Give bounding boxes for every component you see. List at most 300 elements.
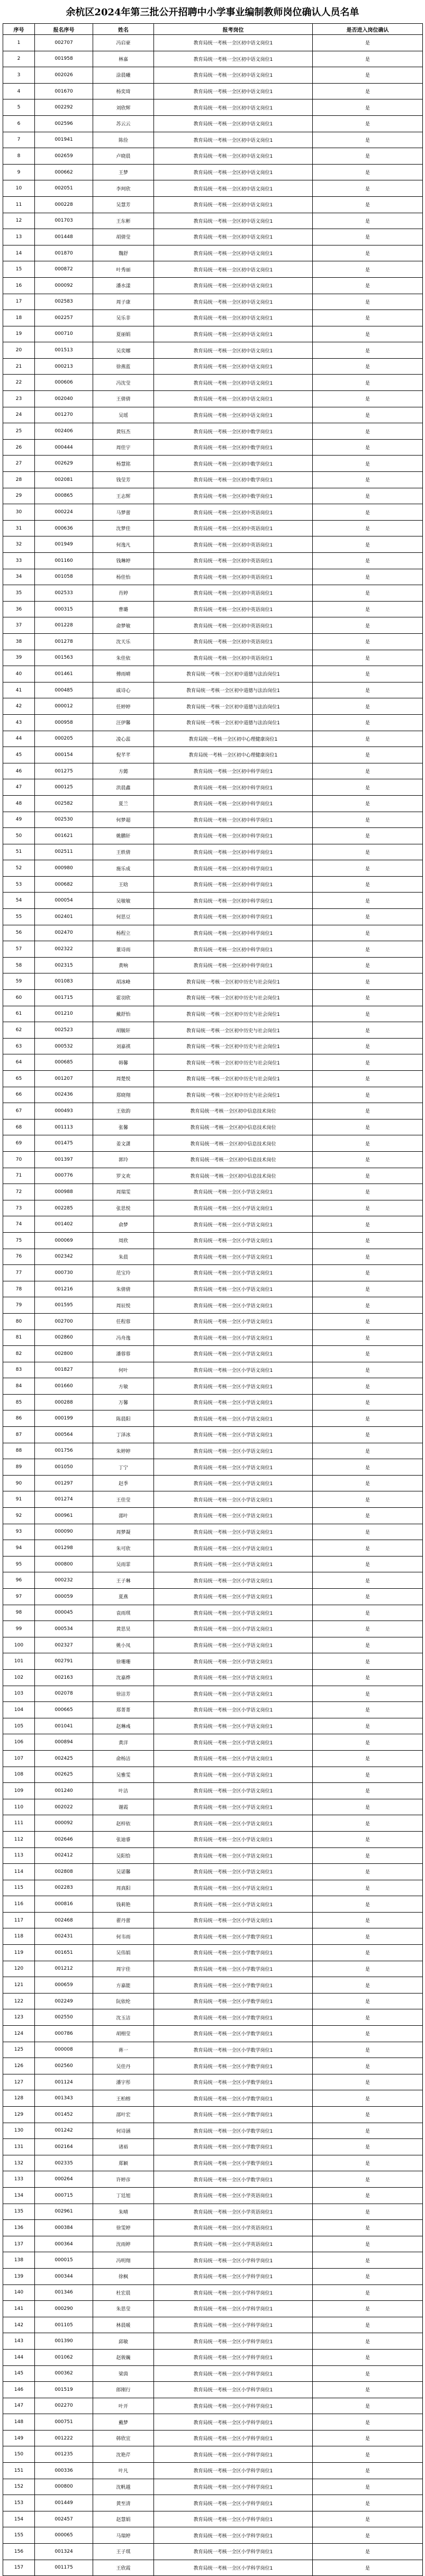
table-row [3, 2382, 423, 2398]
cell-name: 施乐成 [93, 860, 154, 877]
cell-registration-no: 002401 [35, 909, 93, 925]
table-row [3, 1135, 423, 1152]
cell-name: 王志辉 [93, 488, 154, 504]
cell-position: 教育局统一考核一全区小学科学岗位1 [154, 2430, 313, 2446]
cell-position: 教育局统一考核一全区小学语文岗位1 [154, 1232, 313, 1249]
cell-confirmation: 是 [313, 1151, 423, 1168]
table-row [3, 1232, 423, 1249]
cell-position: 教育局统一考核一全区初中历史与社会岗位1 [154, 1038, 313, 1054]
cell-registration-no: 000493 [35, 1103, 93, 1119]
cell-confirmation: 是 [313, 326, 423, 342]
cell-registration-no: 001058 [35, 569, 93, 585]
cell-index: 13 [3, 229, 35, 245]
cell-confirmation: 是 [313, 213, 423, 229]
cell-index: 35 [3, 585, 35, 602]
table-row [3, 1767, 423, 1783]
table-row [3, 1491, 423, 1508]
cell-index: 154 [3, 2511, 35, 2527]
cell-registration-no: 002791 [35, 1653, 93, 1670]
cell-registration-no: 001949 [35, 536, 93, 553]
cell-registration-no: 000336 [35, 2463, 93, 2479]
cell-name: 王柏榕 [93, 2090, 154, 2107]
cell-position: 教育局统一考核一全区初中历史与社会岗位1 [154, 1087, 313, 1103]
table-row [3, 2349, 423, 2365]
cell-name: 许婷彦 [93, 2171, 154, 2188]
cell-confirmation: 是 [313, 1750, 423, 1767]
cell-position: 教育局统一考核一全区小学语文岗位1 [154, 1767, 313, 1783]
cell-registration-no: 002533 [35, 585, 93, 602]
cell-registration-no: 000485 [35, 682, 93, 698]
cell-index: 128 [3, 2090, 35, 2107]
cell-position: 教育局统一考核一全区小学语文岗位1 [154, 1475, 313, 1491]
cell-confirmation: 是 [313, 261, 423, 278]
cell-position: 教育局统一考核一全区初中心理健康岗位1 [154, 747, 313, 763]
cell-position: 教育局统一考核一全区小学语文岗位1 [154, 1427, 313, 1443]
cell-position: 教育局统一考核一全区小学语文岗位1 [154, 1459, 313, 1476]
cell-position: 教育局统一考核一全区初中英语岗位1 [154, 536, 313, 553]
cell-confirmation: 是 [313, 666, 423, 682]
cell-name: 蒋一 [93, 2042, 154, 2058]
cell-name: 钱莉艳 [93, 1896, 154, 1913]
cell-name: 吴伟娟 [93, 1945, 154, 1961]
cell-confirmation: 是 [313, 1378, 423, 1395]
table-row [3, 1928, 423, 1945]
cell-index: 34 [3, 569, 35, 585]
cell-name: 胡栩莹 [93, 2026, 154, 2042]
cell-confirmation: 是 [313, 1896, 423, 1913]
cell-index: 145 [3, 2365, 35, 2382]
cell-name: 任程蓉 [93, 1313, 154, 1330]
cell-position: 教育局统一考核一全区小学数学岗位1 [154, 1977, 313, 1994]
cell-registration-no: 000662 [35, 164, 93, 180]
cell-registration-no: 002596 [35, 115, 93, 132]
table-row [3, 553, 423, 569]
cell-index: 1 [3, 35, 35, 51]
cell-name: 张迪睿 [93, 1831, 154, 1847]
cell-confirmation: 是 [313, 2268, 423, 2284]
table-row [3, 909, 423, 925]
cell-name: 梁茵 [93, 2365, 154, 2382]
header-registration-no: 报名序号 [35, 24, 93, 35]
cell-confirmation: 是 [313, 2009, 423, 2026]
table-row [3, 925, 423, 941]
cell-name: 冯明翔 [93, 2252, 154, 2269]
cell-registration-no: 001870 [35, 245, 93, 261]
cell-registration-no: 001452 [35, 2107, 93, 2123]
cell-name: 翟丹蕾 [93, 1912, 154, 1928]
cell-name: 钱琳婷 [93, 553, 154, 569]
cell-index: 78 [3, 1281, 35, 1297]
cell-registration-no: 001660 [35, 1378, 93, 1395]
cell-name: 张馨 [93, 1119, 154, 1135]
cell-registration-no: 000730 [35, 1265, 93, 1281]
cell-registration-no: 001958 [35, 51, 93, 67]
cell-registration-no: 002078 [35, 1686, 93, 1702]
cell-registration-no: 000786 [35, 2026, 93, 2042]
cell-position: 教育局统一考核一全区小学语文岗位1 [154, 1540, 313, 1556]
cell-index: 149 [3, 2430, 35, 2446]
cell-registration-no: 000199 [35, 1410, 93, 1427]
cell-registration-no: 001062 [35, 2349, 93, 2365]
cell-index: 89 [3, 1459, 35, 1476]
cell-name: 黄至清 [93, 2495, 154, 2511]
cell-confirmation: 是 [313, 1443, 423, 1459]
header-index: 序号 [3, 24, 35, 35]
cell-name: 黄响 [93, 957, 154, 973]
cell-position: 教育局统一考核一全区小学科学岗位1 [154, 2268, 313, 2284]
cell-confirmation: 是 [313, 115, 423, 132]
cell-position: 教育局统一考核一全区初中历史与社会岗位1 [154, 1006, 313, 1022]
cell-name: 王子琪 [93, 2544, 154, 2560]
cell-name: 魏舒 [93, 245, 154, 261]
cell-confirmation: 是 [313, 2349, 423, 2365]
cell-registration-no: 001461 [35, 666, 93, 682]
cell-index: 16 [3, 277, 35, 294]
cell-name: 陈晨阳 [93, 1410, 154, 1427]
cell-name: 杨慧铭 [93, 456, 154, 472]
table-row [3, 1087, 423, 1103]
table-row [3, 2236, 423, 2252]
cell-position: 教育局统一考核一全区初中科学岗位1 [154, 909, 313, 925]
cell-confirmation: 是 [313, 909, 423, 925]
cell-registration-no: 001228 [35, 617, 93, 634]
cell-confirmation: 是 [313, 2284, 423, 2301]
cell-registration-no: 002163 [35, 1669, 93, 1686]
cell-position: 教育局统一考核一全区小学语文岗位1 [154, 1265, 313, 1281]
cell-confirmation: 是 [313, 1783, 423, 1799]
table-row [3, 488, 423, 504]
cell-position: 教育局统一考核一全区小学数学岗位1 [154, 2026, 313, 2042]
cell-name: 周楚悦 [93, 1071, 154, 1087]
cell-name: 霍羽欣 [93, 990, 154, 1006]
table-row [3, 828, 423, 844]
cell-name: 俞梦敏 [93, 617, 154, 634]
cell-registration-no: 000213 [35, 358, 93, 375]
cell-position: 教育局统一考核一全区小学数学岗位1 [154, 2155, 313, 2171]
cell-registration-no: 002582 [35, 795, 93, 812]
cell-name: 倪芊芊 [93, 747, 154, 763]
table-row [3, 391, 423, 407]
cell-index: 142 [3, 2317, 35, 2333]
cell-index: 47 [3, 779, 35, 796]
cell-registration-no: 002315 [35, 957, 93, 973]
cell-confirmation: 是 [313, 1135, 423, 1152]
table-row [3, 2123, 423, 2139]
table-row [3, 763, 423, 779]
cell-confirmation: 是 [313, 1945, 423, 1961]
table-row [3, 2527, 423, 2544]
table-row [3, 1637, 423, 1653]
cell-confirmation: 是 [313, 828, 423, 844]
cell-registration-no: 002431 [35, 1928, 93, 1945]
cell-confirmation: 是 [313, 2333, 423, 2350]
cell-registration-no: 000636 [35, 520, 93, 536]
cell-index: 147 [3, 2398, 35, 2414]
cell-position: 教育局统一考核一全区初中英语岗位1 [154, 553, 313, 569]
cell-confirmation: 是 [313, 650, 423, 666]
cell-index: 3 [3, 67, 35, 84]
table-row [3, 148, 423, 165]
cell-name: 姚小凤 [93, 1637, 154, 1653]
cell-position: 教育局统一考核一全区小学科学岗位1 [154, 2382, 313, 2398]
cell-confirmation: 是 [313, 2074, 423, 2090]
cell-confirmation: 是 [313, 1054, 423, 1071]
cell-index: 79 [3, 1297, 35, 1314]
cell-name: 王倩倩 [93, 391, 154, 407]
cell-confirmation: 是 [313, 1961, 423, 1977]
cell-name: 任婷婷 [93, 698, 154, 715]
table-row [3, 115, 423, 132]
table-row [3, 2560, 423, 2576]
cell-confirmation: 是 [313, 1038, 423, 1054]
cell-registration-no: 002022 [35, 1799, 93, 1815]
table-row [3, 1054, 423, 1071]
cell-index: 42 [3, 698, 35, 715]
cell-position: 教育局统一考核一全区初中语文岗位1 [154, 375, 313, 391]
cell-index: 11 [3, 196, 35, 213]
table-row [3, 1410, 423, 1427]
table-row [3, 2430, 423, 2446]
cell-registration-no: 001270 [35, 407, 93, 423]
table-row [3, 633, 423, 650]
cell-position: 教育局统一考核一全区小学数学岗位1 [154, 1993, 313, 2009]
cell-confirmation: 是 [313, 1686, 423, 1702]
cell-registration-no: 001050 [35, 1459, 93, 1476]
cell-confirmation: 是 [313, 1831, 423, 1847]
cell-registration-no: 000288 [35, 1394, 93, 1410]
cell-position: 教育局统一考核一全区初中心理健康岗位1 [154, 731, 313, 747]
cell-position: 教育局统一考核一全区小学科学岗位1 [154, 2495, 313, 2511]
cell-name: 朱倩倩 [93, 1281, 154, 1297]
cell-confirmation: 是 [313, 148, 423, 165]
cell-name: 吴佳丹 [93, 2058, 154, 2074]
table-row [3, 520, 423, 536]
cell-confirmation: 是 [313, 1491, 423, 1508]
cell-position: 教育局统一考核一全区小学数学岗位1 [154, 2042, 313, 2058]
cell-position: 教育局统一考核一全区初中科学岗位1 [154, 763, 313, 779]
cell-name: 朱晴 [93, 2204, 154, 2220]
header-row [3, 24, 423, 35]
cell-index: 155 [3, 2527, 35, 2544]
cell-position: 教育局统一考核一全区初中科学岗位1 [154, 779, 313, 796]
cell-index: 127 [3, 2074, 35, 2090]
table-row [3, 342, 423, 359]
cell-index: 137 [3, 2236, 35, 2252]
cell-registration-no: 001651 [35, 1945, 93, 1961]
cell-name: 郑晓翔 [93, 1087, 154, 1103]
table-row [3, 2284, 423, 2301]
cell-index: 151 [3, 2463, 35, 2479]
table-row [3, 1524, 423, 1540]
cell-position: 教育局统一考核一全区初中数学岗位1 [154, 439, 313, 456]
cell-name: 刘欣辉 [93, 99, 154, 116]
cell-confirmation: 是 [313, 358, 423, 375]
cell-name: 马梦蕾 [93, 504, 154, 521]
cell-registration-no: 001715 [35, 990, 93, 1006]
cell-position: 教育局统一考核一全区小学语文岗位1 [154, 1524, 313, 1540]
cell-confirmation: 是 [313, 2042, 423, 2058]
cell-registration-no: 000362 [35, 2365, 93, 2382]
cell-confirmation: 是 [313, 731, 423, 747]
cell-position: 教育局统一考核一全区小学科学岗位1 [154, 2414, 313, 2431]
cell-confirmation: 是 [313, 391, 423, 407]
cell-index: 148 [3, 2414, 35, 2431]
cell-position: 教育局统一考核一全区初中英语岗位1 [154, 633, 313, 650]
cell-confirmation: 是 [313, 1880, 423, 1896]
cell-registration-no: 001390 [35, 2333, 93, 2350]
table-row [3, 99, 423, 116]
cell-registration-no: 000800 [35, 1556, 93, 1572]
cell-position: 教育局统一考核一全区小学科学岗位1 [154, 2252, 313, 2269]
cell-position: 教育局统一考核一全区小学语文岗位1 [154, 1702, 313, 1718]
cell-index: 18 [3, 310, 35, 326]
cell-registration-no: 001175 [35, 2560, 93, 2576]
cell-name: 夏丽娟 [93, 326, 154, 342]
table-row [3, 2365, 423, 2382]
cell-position: 教育局统一考核一全区初中科学岗位1 [154, 925, 313, 941]
cell-confirmation: 是 [313, 2463, 423, 2479]
cell-registration-no: 001160 [35, 553, 93, 569]
cell-position: 教育局统一考核一全区初中英语岗位1 [154, 569, 313, 585]
cell-position: 教育局统一考核一全区小学语文岗位1 [154, 1880, 313, 1896]
cell-index: 113 [3, 1847, 35, 1864]
cell-index: 138 [3, 2252, 35, 2269]
cell-position: 教育局统一考核一全区小学语文岗位1 [154, 1346, 313, 1362]
cell-confirmation: 是 [313, 2398, 423, 2414]
cell-position: 教育局统一考核一全区初中历史与社会岗位1 [154, 990, 313, 1006]
cell-name: 叶洁 [93, 1783, 154, 1799]
cell-name: 范宝玲 [93, 1265, 154, 1281]
cell-position: 教育局统一考核一全区小学数学岗位1 [154, 1928, 313, 1945]
table-row [3, 1346, 423, 1362]
cell-index: 101 [3, 1653, 35, 1670]
cell-name: 方懿 [93, 763, 154, 779]
cell-position: 教育局统一考核一全区小学数学岗位1 [154, 2090, 313, 2107]
cell-name: 沈艳芹 [93, 2446, 154, 2463]
table-row [3, 2058, 423, 2074]
cell-registration-no: 000092 [35, 277, 93, 294]
cell-index: 65 [3, 1071, 35, 1087]
cell-registration-no: 002523 [35, 1022, 93, 1039]
cell-name: 洪晨鑫 [93, 779, 154, 796]
cell-index: 12 [3, 213, 35, 229]
cell-confirmation: 是 [313, 1330, 423, 1346]
cell-registration-no: 002406 [35, 423, 93, 440]
cell-name: 肖婷 [93, 585, 154, 602]
table-row [3, 1605, 423, 1621]
table-row [3, 941, 423, 958]
cell-position: 教育局统一考核一全区初中科学岗位1 [154, 860, 313, 877]
header-name: 姓名 [93, 24, 154, 35]
cell-index: 77 [3, 1265, 35, 1281]
cell-position: 教育局统一考核一全区初中科学岗位1 [154, 844, 313, 860]
cell-position: 教育局统一考核一全区小学语文岗位1 [154, 1491, 313, 1508]
cell-confirmation: 是 [313, 682, 423, 698]
cell-confirmation: 是 [313, 132, 423, 148]
cell-confirmation: 是 [313, 1815, 423, 1832]
cell-position: 教育局统一考核一全区初中语文岗位1 [154, 229, 313, 245]
cell-confirmation: 是 [313, 601, 423, 617]
table-row [3, 1621, 423, 1637]
cell-registration-no: 001756 [35, 1443, 93, 1459]
cell-index: 45 [3, 747, 35, 763]
table-row [3, 2446, 423, 2463]
cell-index: 100 [3, 1637, 35, 1653]
table-row [3, 1945, 423, 1961]
cell-registration-no: 001240 [35, 1783, 93, 1799]
table-row [3, 358, 423, 375]
table-row [3, 1799, 423, 1815]
table-row [3, 569, 423, 585]
cell-name: 沈嘉烨 [93, 1669, 154, 1686]
table-row [3, 2171, 423, 2188]
cell-name: 周宇佳 [93, 1961, 154, 1977]
cell-registration-no: 000534 [35, 1621, 93, 1637]
cell-index: 44 [3, 731, 35, 747]
cell-index: 91 [3, 1491, 35, 1508]
cell-name: 戚诗心 [93, 682, 154, 698]
cell-index: 40 [3, 666, 35, 682]
cell-position: 教育局统一考核一全区初中语文岗位1 [154, 67, 313, 84]
cell-index: 51 [3, 844, 35, 860]
cell-position: 教育局统一考核一全区小学科学岗位1 [154, 2284, 313, 2301]
cell-confirmation: 是 [313, 1912, 423, 1928]
table-row [3, 601, 423, 617]
cell-name: 苏云云 [93, 115, 154, 132]
table-row [3, 1022, 423, 1039]
cell-confirmation: 是 [313, 2446, 423, 2463]
table-row [3, 51, 423, 67]
cell-registration-no: 002412 [35, 1847, 93, 1864]
cell-index: 136 [3, 2220, 35, 2236]
cell-confirmation: 是 [313, 1928, 423, 1945]
cell-name: 邵叶宏 [93, 2107, 154, 2123]
cell-index: 53 [3, 876, 35, 893]
table-row [3, 245, 423, 261]
cell-registration-no: 001324 [35, 2544, 93, 2560]
cell-registration-no: 000800 [35, 2479, 93, 2495]
cell-name: 韩馨 [93, 1054, 154, 1071]
cell-name: 刘嘉祺 [93, 1038, 154, 1054]
cell-index: 133 [3, 2171, 35, 2188]
table-row [3, 229, 423, 245]
cell-registration-no: 001105 [35, 2317, 93, 2333]
cell-confirmation: 是 [313, 1508, 423, 1524]
table-row [3, 2026, 423, 2042]
cell-index: 105 [3, 1718, 35, 1734]
cell-confirmation: 是 [313, 1071, 423, 1087]
cell-confirmation: 是 [313, 1669, 423, 1686]
cell-index: 74 [3, 1216, 35, 1233]
cell-position: 教育局统一考核一全区初中语文岗位1 [154, 164, 313, 180]
cell-name: 杜宏晨 [93, 2284, 154, 2301]
cell-name: 周瑞雯 [93, 1184, 154, 1200]
cell-name: 陈俭 [93, 132, 154, 148]
cell-confirmation: 是 [313, 2090, 423, 2107]
cell-registration-no: 002436 [35, 1087, 93, 1103]
cell-confirmation: 是 [313, 553, 423, 569]
table-row [3, 1977, 423, 1994]
cell-position: 教育局统一考核一全区初中道德与法治岗位1 [154, 698, 313, 715]
table-row [3, 2544, 423, 2560]
cell-name: 沈玉洁 [93, 2009, 154, 2026]
cell-index: 46 [3, 763, 35, 779]
cell-index: 92 [3, 1508, 35, 1524]
cell-confirmation: 是 [313, 876, 423, 893]
table-row [3, 1847, 423, 1864]
cell-name: 沈帆越 [93, 2479, 154, 2495]
cell-registration-no: 000606 [35, 375, 93, 391]
